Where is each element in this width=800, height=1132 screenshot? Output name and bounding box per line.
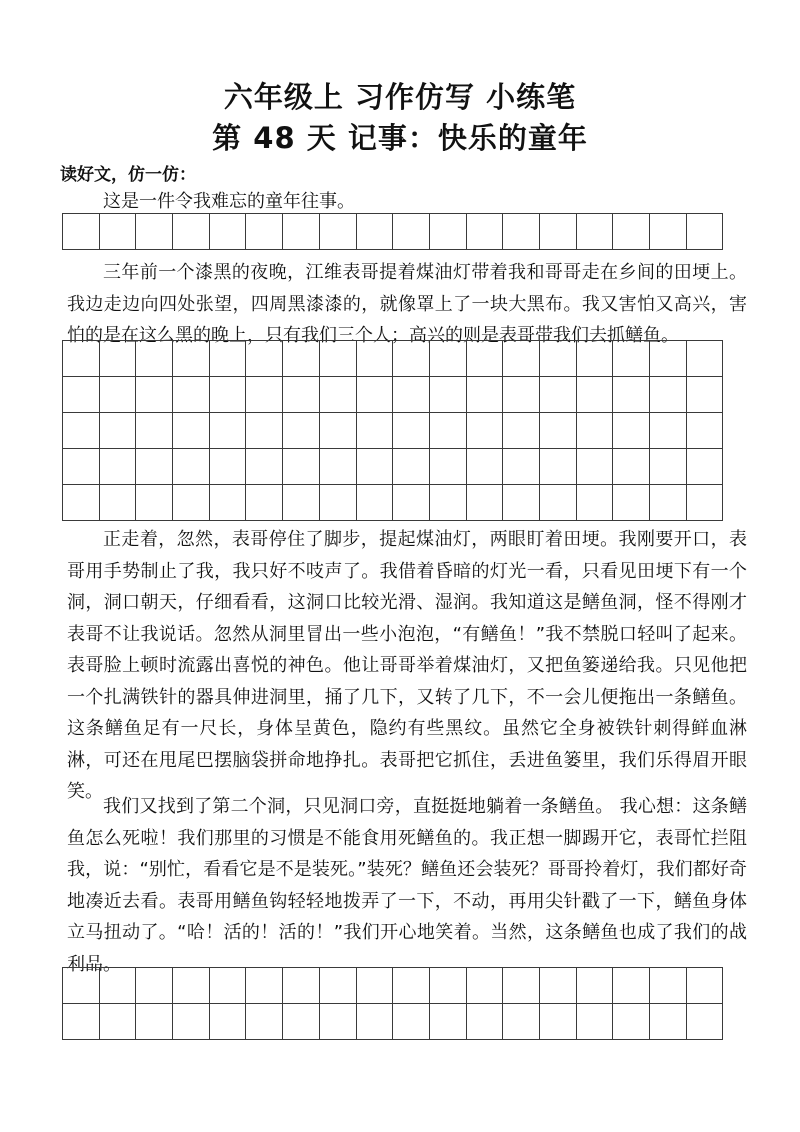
grid-cell[interactable] <box>63 341 100 377</box>
grid-cell[interactable] <box>613 377 650 413</box>
grid-cell[interactable] <box>430 449 467 485</box>
grid-cell[interactable] <box>100 449 137 485</box>
grid-cell[interactable] <box>503 968 540 1004</box>
grid-cell[interactable] <box>357 485 394 521</box>
grid-cell[interactable] <box>687 449 724 485</box>
grid-cell[interactable] <box>100 214 137 250</box>
grid-cell[interactable] <box>650 485 687 521</box>
grid-cell[interactable] <box>210 449 247 485</box>
grid-cell[interactable] <box>210 485 247 521</box>
grid-cell[interactable] <box>540 485 577 521</box>
grid-cell[interactable] <box>320 449 357 485</box>
grid-cell[interactable] <box>540 413 577 449</box>
grid-cell[interactable] <box>613 449 650 485</box>
grid-cell[interactable] <box>540 968 577 1004</box>
grid-cell[interactable] <box>63 485 100 521</box>
grid-cell[interactable] <box>210 1004 247 1040</box>
grid-cell[interactable] <box>430 968 467 1004</box>
grid-cell[interactable] <box>467 1004 504 1040</box>
grid-cell[interactable] <box>613 1004 650 1040</box>
grid-cell[interactable] <box>687 377 724 413</box>
grid-cell[interactable] <box>430 413 467 449</box>
grid-cell[interactable] <box>357 214 394 250</box>
grid-cell[interactable] <box>246 377 283 413</box>
grid-cell[interactable] <box>136 413 173 449</box>
grid-cell[interactable] <box>540 377 577 413</box>
grid-cell[interactable] <box>430 214 467 250</box>
grid-cell[interactable] <box>393 449 430 485</box>
grid-cell[interactable] <box>503 377 540 413</box>
grid-cell[interactable] <box>283 413 320 449</box>
grid-cell[interactable] <box>393 413 430 449</box>
grid-cell[interactable] <box>246 968 283 1004</box>
grid-cell[interactable] <box>687 968 724 1004</box>
grid-cell[interactable] <box>540 1004 577 1040</box>
grid-cell[interactable] <box>687 485 724 521</box>
grid-cell[interactable] <box>613 968 650 1004</box>
grid-cell[interactable] <box>687 1004 724 1040</box>
grid-cell[interactable] <box>173 214 210 250</box>
paragraph-2: 三年前一个漆黑的夜晚，江维表哥提着煤油灯带着我和哥哥走在乡间的田埂上。我边走边向四处张望，四周黑漆漆的，就像罩上了一块大黑布。我又害怕又高兴，害怕的是在这么黑的晚上，只有我们三个人；高兴的则是表哥带我们去抓鳝鱼。 <box>67 262 747 346</box>
grid-cell[interactable] <box>136 377 173 413</box>
grid-cell[interactable] <box>503 341 540 377</box>
grid-cell[interactable] <box>577 449 614 485</box>
grid-cell[interactable] <box>173 485 210 521</box>
grid-cell[interactable] <box>63 968 100 1004</box>
grid-cell[interactable] <box>687 341 724 377</box>
grid-cell[interactable] <box>320 485 357 521</box>
grid-cell[interactable] <box>100 968 137 1004</box>
grid-cell[interactable] <box>173 377 210 413</box>
grid-cell[interactable] <box>246 214 283 250</box>
grid-cell[interactable] <box>246 485 283 521</box>
grid-cell[interactable] <box>430 341 467 377</box>
grid-cell[interactable] <box>210 214 247 250</box>
writing-grid-1[interactable] <box>62 213 723 250</box>
grid-cell[interactable] <box>393 214 430 250</box>
grid-cell[interactable] <box>357 449 394 485</box>
grid-cell[interactable] <box>136 1004 173 1040</box>
grid-cell[interactable] <box>467 413 504 449</box>
grid-cell[interactable] <box>430 377 467 413</box>
grid-cell[interactable] <box>503 413 540 449</box>
grid-cell[interactable] <box>320 214 357 250</box>
grid-cell[interactable] <box>687 413 724 449</box>
grid-cell[interactable] <box>136 485 173 521</box>
grid-cell[interactable] <box>283 214 320 250</box>
grid-cell[interactable] <box>210 341 247 377</box>
grid-cell[interactable] <box>246 413 283 449</box>
grid-cell[interactable] <box>540 341 577 377</box>
grid-cell[interactable] <box>613 214 650 250</box>
grid-cell[interactable] <box>577 485 614 521</box>
grid-cell[interactable] <box>320 413 357 449</box>
grid-cell[interactable] <box>283 377 320 413</box>
grid-cell[interactable] <box>173 413 210 449</box>
grid-cell[interactable] <box>687 214 724 250</box>
grid-cell[interactable] <box>100 377 137 413</box>
grid-cell[interactable] <box>467 449 504 485</box>
grid-cell[interactable] <box>467 341 504 377</box>
page-subtitle: 第 48 天 记事：快乐的童年 <box>212 121 588 155</box>
grid-cell[interactable] <box>246 449 283 485</box>
grid-cell[interactable] <box>63 377 100 413</box>
grid-cell[interactable] <box>100 1004 137 1040</box>
grid-cell[interactable] <box>63 1004 100 1040</box>
grid-cell[interactable] <box>357 341 394 377</box>
grid-cell[interactable] <box>100 485 137 521</box>
grid-cell[interactable] <box>540 214 577 250</box>
grid-cell[interactable] <box>613 485 650 521</box>
writing-grid-3[interactable] <box>62 967 723 1040</box>
grid-cell[interactable] <box>650 968 687 1004</box>
grid-cell[interactable] <box>173 1004 210 1040</box>
grid-cell[interactable] <box>650 1004 687 1040</box>
grid-cell[interactable] <box>173 341 210 377</box>
grid-cell[interactable] <box>393 1004 430 1040</box>
grid-cell[interactable] <box>210 413 247 449</box>
grid-cell[interactable] <box>357 968 394 1004</box>
grid-cell[interactable] <box>283 449 320 485</box>
grid-cell[interactable] <box>63 449 100 485</box>
grid-cell[interactable] <box>357 1004 394 1040</box>
grid-cell[interactable] <box>136 968 173 1004</box>
grid-cell[interactable] <box>100 413 137 449</box>
paragraph-1: 这是一件令我难忘的童年往事。 <box>103 191 355 212</box>
grid-cell[interactable] <box>577 377 614 413</box>
grid-cell[interactable] <box>577 413 614 449</box>
grid-cell[interactable] <box>173 968 210 1004</box>
grid-cell[interactable] <box>320 1004 357 1040</box>
grid-cell[interactable] <box>650 214 687 250</box>
grid-cell[interactable] <box>467 377 504 413</box>
grid-cell[interactable] <box>393 485 430 521</box>
grid-cell[interactable] <box>430 1004 467 1040</box>
grid-cell[interactable] <box>283 341 320 377</box>
grid-cell[interactable] <box>650 449 687 485</box>
grid-cell[interactable] <box>283 968 320 1004</box>
writing-grid-2[interactable] <box>62 340 723 521</box>
grid-cell[interactable] <box>503 214 540 250</box>
grid-cell[interactable] <box>577 1004 614 1040</box>
instruction-label: 读好文，仿一仿： <box>60 165 196 185</box>
grid-cell[interactable] <box>577 341 614 377</box>
grid-cell[interactable] <box>650 413 687 449</box>
grid-cell[interactable] <box>393 377 430 413</box>
grid-cell[interactable] <box>577 214 614 250</box>
grid-cell[interactable] <box>503 1004 540 1040</box>
grid-cell[interactable] <box>540 449 577 485</box>
grid-cell[interactable] <box>650 341 687 377</box>
grid-cell[interactable] <box>393 341 430 377</box>
grid-cell[interactable] <box>467 485 504 521</box>
grid-cell[interactable] <box>63 214 100 250</box>
grid-cell[interactable] <box>283 1004 320 1040</box>
grid-cell[interactable] <box>503 485 540 521</box>
grid-cell[interactable] <box>503 449 540 485</box>
grid-cell[interactable] <box>357 377 394 413</box>
grid-cell[interactable] <box>136 449 173 485</box>
page-title: 六年级上 习作仿写 小练笔 <box>223 80 577 114</box>
grid-cell[interactable] <box>357 413 394 449</box>
grid-cell[interactable] <box>467 968 504 1004</box>
grid-cell[interactable] <box>613 413 650 449</box>
grid-cell[interactable] <box>246 341 283 377</box>
grid-cell[interactable] <box>173 449 210 485</box>
grid-cell[interactable] <box>210 968 247 1004</box>
grid-cell[interactable] <box>320 377 357 413</box>
grid-cell[interactable] <box>136 341 173 377</box>
paragraph-3: 正走着，忽然，表哥停住了脚步，提起煤油灯，两眼盯着田埂。我刚要开口，表哥用手势制止了我，我只好不吱声了。我借着昏暗的灯光一看，只看见田埂下有一个洞，洞口朝天，仔细看看，这洞口比较光滑、湿润。我知道这是鳝鱼洞，怪不得刚才表哥不让我说话。忽然从洞里冒出一些小泡泡，“有鳝鱼！”我不禁脱口轻叫了起来。表哥脸上顿时流露出喜悦的神色。他让哥哥举着煤油灯，又把鱼篓递给我。只见他把一个扎满铁针的器具伸进洞里，捅了几下，又转了几下，不一会儿便拖出一条鳝鱼。这条鳝鱼足有一尺长，身体呈黄色，隐约有些黑纹。虽然它全身被铁针刺得鲜血淋淋，可还在甩尾巴摆脑袋拼命地挣扎。表哥把它抓住，丢进鱼篓里，我们乐得眉开眼笑。 <box>67 529 747 802</box>
grid-cell[interactable] <box>467 214 504 250</box>
grid-cell[interactable] <box>320 341 357 377</box>
grid-cell[interactable] <box>210 377 247 413</box>
grid-cell[interactable] <box>393 968 430 1004</box>
grid-cell[interactable] <box>430 485 467 521</box>
paragraph-4: 我们又找到了第二个洞，只见洞口旁，直挺挺地躺着一条鳝鱼。 我心想：这条鳝鱼怎么死啦！我们那里的习惯是不能食用死鳝鱼的。我正想一脚踢开它，表哥忙拦阻我，说：“别忙，看看它是不是装死。”装死？鳝鱼还会装死？哥哥拎着灯，我们都好奇地凑近去看。表哥用鳝鱼钩轻轻地拨弄了一下，不动，再用尖针戳了一下，鳝鱼身体立马扭动了。“哈！活的！活的！”我们开心地笑着。当然，这条鳝鱼也成了我们的战利品。 <box>67 796 747 975</box>
grid-cell[interactable] <box>650 377 687 413</box>
grid-cell[interactable] <box>246 1004 283 1040</box>
grid-cell[interactable] <box>283 485 320 521</box>
grid-cell[interactable] <box>577 968 614 1004</box>
grid-cell[interactable] <box>136 214 173 250</box>
grid-cell[interactable] <box>320 968 357 1004</box>
grid-cell[interactable] <box>100 341 137 377</box>
grid-cell[interactable] <box>613 341 650 377</box>
grid-cell[interactable] <box>63 413 100 449</box>
